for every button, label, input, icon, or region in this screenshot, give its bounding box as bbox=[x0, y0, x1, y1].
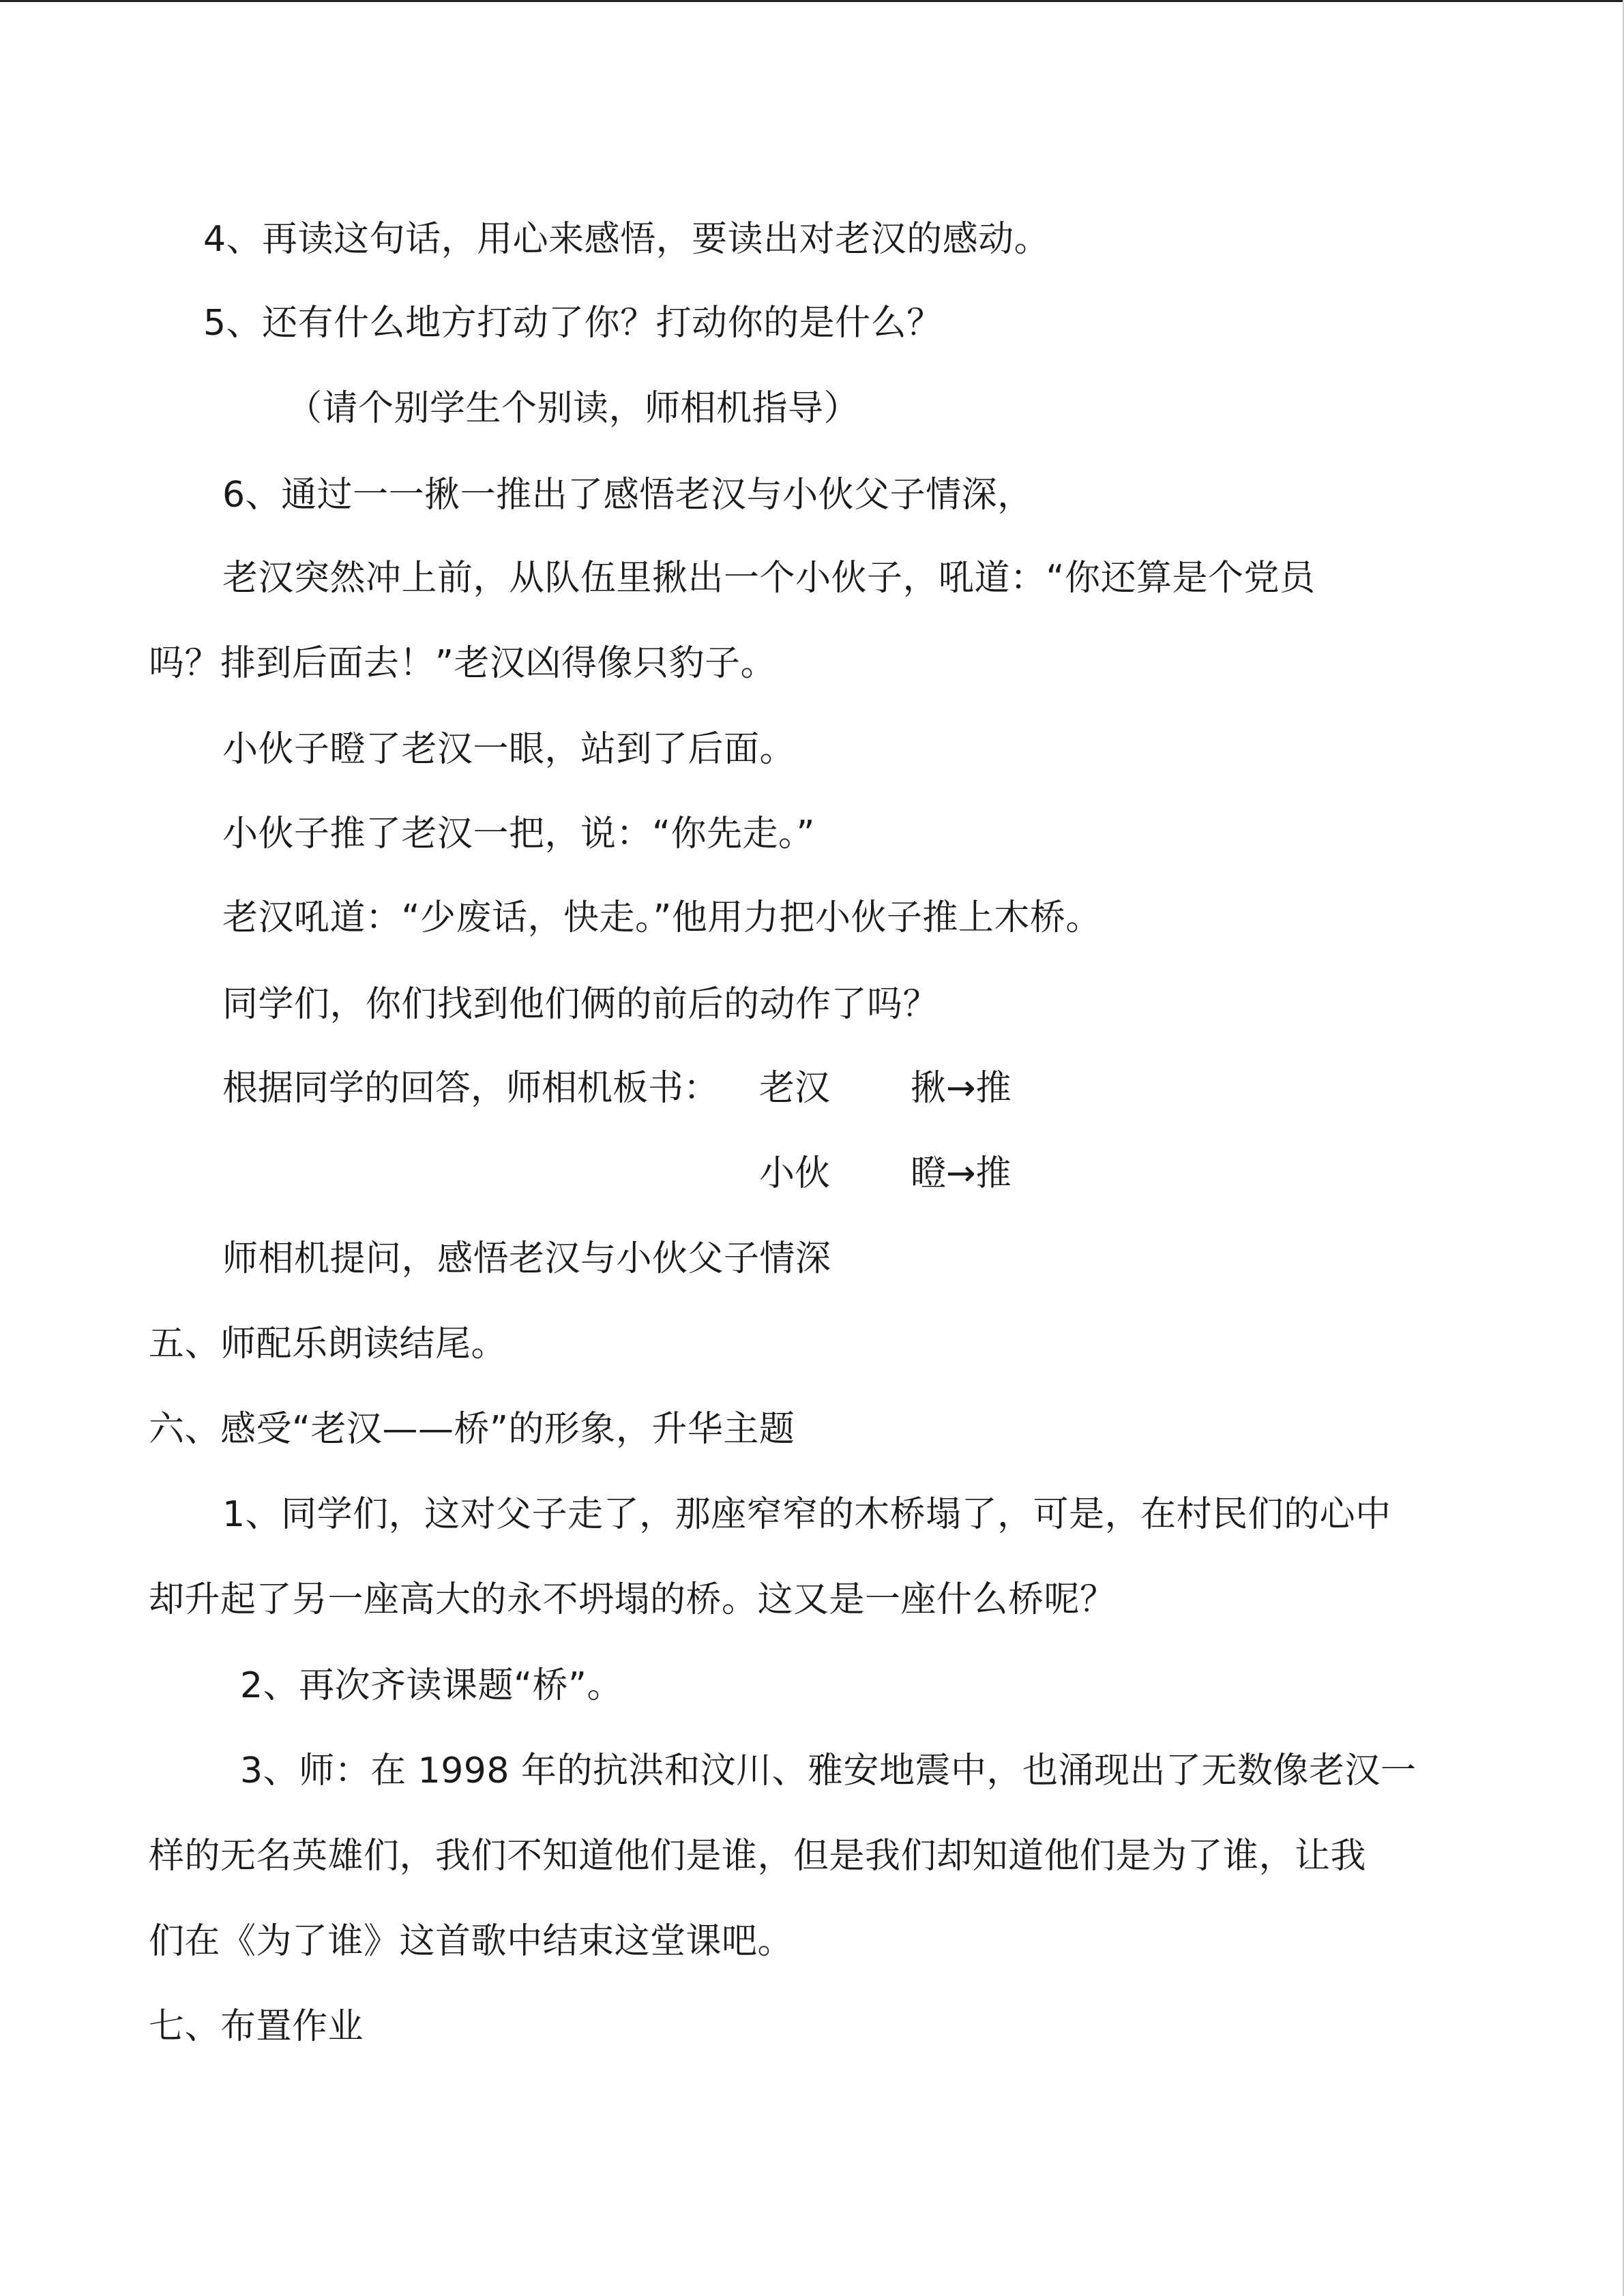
text-line-item-6: 6、通过一一揪一推出了感悟老汉与小伙父子情深， bbox=[222, 475, 1033, 516]
text-line-guidance: （请个别学生个别读，师相机指导） bbox=[286, 388, 860, 429]
text-line-item-4: 4、再读这句话，用心来感悟，要读出对老汉的感动。 bbox=[203, 219, 1050, 260]
text-line-glare: 小伙子瞪了老汉一眼，站到了后面。 bbox=[222, 729, 796, 770]
text-line-quote-end: 吗？排到后面去！”老汉凶得像只豹子。 bbox=[149, 643, 776, 684]
board-subject-old-man: 老汉 bbox=[759, 1068, 831, 1109]
board-action-young-man: 瞪→推 bbox=[911, 1153, 1012, 1194]
text-line-item-5: 5、还有什么地方打动了你？打动你的是什么？ bbox=[203, 303, 943, 344]
text-line-push: 小伙子推了老汉一把，说：“你先走。” bbox=[222, 814, 815, 854]
text-line-teacher-question: 师相机提问，感悟老汉与小伙父子情深 bbox=[222, 1238, 831, 1279]
text-line-six-2: 2、再次齐读课题“桥”。 bbox=[240, 1665, 623, 1706]
text-line-six-3b: 样的无名英雄们，我们不知道他们是谁，但是我们却知道他们是为了谁，让我 bbox=[149, 1836, 1367, 1877]
board-subject-young-man: 小伙 bbox=[759, 1153, 831, 1194]
text-line-shout: 老汉吼道：“少废话，快走。”他用力把小伙子推上木桥。 bbox=[222, 897, 1102, 938]
text-line-six-1a: 1、同学们，这对父子走了，那座窄窄的木桥塌了，可是，在村民们的心中 bbox=[222, 1494, 1391, 1535]
section-heading-five: 五、师配乐朗读结尾。 bbox=[149, 1324, 507, 1365]
text-line-question: 同学们，你们找到他们俩的前后的动作了吗？ bbox=[222, 984, 939, 1025]
text-line-six-3a: 3、师：在 1998 年的抗洪和汶川、雅安地震中，也涌现出了无数像老汉一 bbox=[240, 1750, 1417, 1791]
text-line-six-3c: 们在《为了谁》这首歌中结束这堂课吧。 bbox=[149, 1921, 794, 1962]
section-heading-six: 六、感受“老汉——桥”的形象，升华主题 bbox=[149, 1409, 795, 1450]
text-line-quote-start: 老汉突然冲上前，从队伍里揪出一个小伙子，吼道：“你还算是个党员 bbox=[222, 558, 1316, 599]
board-action-old-man: 揪→推 bbox=[911, 1068, 1012, 1109]
section-heading-seven: 七、布置作业 bbox=[149, 2006, 364, 2047]
board-intro: 根据同学的回答，师相机板书： bbox=[222, 1068, 720, 1109]
page-top-border bbox=[0, 0, 1624, 2]
text-line-six-1b: 却升起了另一座高大的永不坍塌的桥。这又是一座什么桥呢？ bbox=[149, 1579, 1116, 1620]
